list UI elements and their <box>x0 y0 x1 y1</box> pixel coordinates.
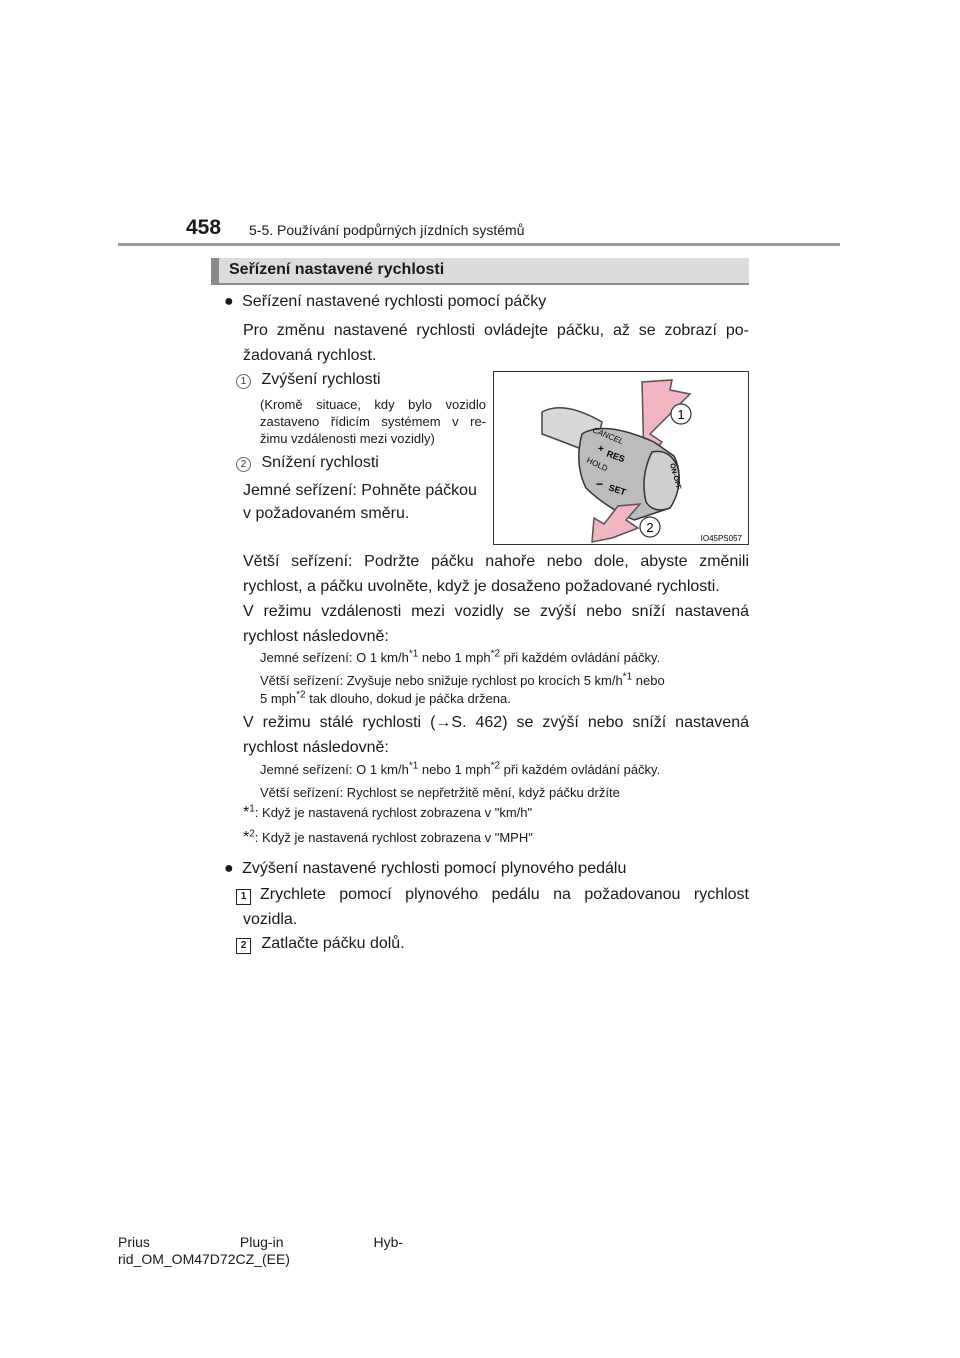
distance-coarse-text-c: 5 mph <box>260 691 297 706</box>
step-number-1: 1 <box>236 374 251 389</box>
step-decrease <box>236 450 379 475</box>
sup-1: *1 <box>408 760 419 772</box>
distance-fine <box>260 649 660 666</box>
footer-line-1 <box>118 1234 403 1251</box>
footnote-2-num: 2 <box>249 828 255 840</box>
constant-fine <box>260 761 660 778</box>
constant-mode-line-1: V režimu stálé rychlosti (→S. 462) se zvýší nebo sníží nastavená <box>243 714 749 731</box>
bullet-title: Seřízení nastavené rychlosti pomocí páčky <box>242 293 547 310</box>
footnote-1-star: * <box>243 804 250 821</box>
note-line-2: zastaveno řídicím systémem v re- <box>260 414 486 429</box>
constant-coarse: Větší seřízení: Rychlost se nepřetržitě mění, když páčku držíte <box>260 785 620 800</box>
intro-line-1: Pro změnu nastavené rychlosti ovládejte páčku, až se zobrazí po- <box>243 322 749 339</box>
pedal-step-1-line-1: Zrychlete pomocí plynového pedálu na požadovanou rychlost <box>260 886 749 903</box>
label-res: RES <box>605 448 627 465</box>
footnote-1 <box>243 804 532 821</box>
step-number-box-2: 2 <box>236 938 251 954</box>
distance-coarse-line-2 <box>260 690 511 707</box>
pedal-step-2 <box>236 931 405 956</box>
figure-code: IO45PS057 <box>700 534 742 543</box>
distance-mode-line-1: V režimu vzdálenosti mezi vozidly se zvýší nebo sníží nastavená <box>243 603 749 620</box>
label-plus: + <box>598 444 604 455</box>
header-rule <box>118 243 840 246</box>
fine-adjust-line-2: v požadovaném směru. <box>243 505 410 522</box>
bullet-icon: ● <box>224 860 234 877</box>
footer-line-2: rid_OM_OM47D72CZ_(EE) <box>118 1251 290 1267</box>
bullet-title: Zvýšení nastavené rychlosti pomocí plynového pedálu <box>242 860 627 877</box>
coarse-adjust-line-2: rychlost, a páčku uvolněte, když je dosaženo požadované rychlosti. <box>243 578 720 595</box>
sup-2: *2 <box>296 689 306 701</box>
bullet-pedal-adjust <box>224 856 626 881</box>
constant-fine-text-a: Jemné seřízení: O 1 km/h <box>260 762 409 777</box>
footer-model: Prius <box>118 1234 150 1250</box>
intro-line-2: žadovaná rychlost. <box>243 347 377 364</box>
page-number: 458 <box>186 216 222 239</box>
sup-2: *2 <box>490 760 501 772</box>
note-line-3: žimu vzdálenosti mezi vozidly) <box>260 431 435 446</box>
callout-2: 2 <box>646 520 654 535</box>
footnote-2-text: : Když je nastavená rychlost zobrazena v "MPH" <box>254 830 533 845</box>
section-heading-text: Seřízení nastavené rychlosti <box>229 261 445 278</box>
lever-drawing <box>494 372 748 544</box>
step-number-2: 2 <box>236 457 251 472</box>
label-set: SET <box>607 482 628 498</box>
footnote-2-star: * <box>243 829 250 846</box>
footer <box>118 1234 403 1268</box>
step-decrease-label: Snížení rychlosti <box>261 454 379 471</box>
bullet-icon: ● <box>224 293 234 310</box>
footer-hyb: Hyb- <box>373 1234 404 1250</box>
constant-mode-line-2: rychlost následovně: <box>243 739 389 756</box>
sup-1: *1 <box>622 671 633 683</box>
distance-coarse-text-b: nebo <box>632 673 665 688</box>
distance-coarse-line-1 <box>260 672 665 689</box>
heading-rule <box>211 283 749 285</box>
constant-fine-text-c: při každém ovládání páčky. <box>500 762 661 777</box>
distance-mode-line-2: rychlost následovně: <box>243 628 389 645</box>
step-increase <box>236 367 381 392</box>
label-cancel: CANCEL <box>591 425 625 447</box>
label-minus: − <box>596 477 604 491</box>
label-hold: HOLD <box>585 455 610 474</box>
callout-1: 1 <box>677 407 685 422</box>
pedal-step-2-text: Zatlačte páčku dolů. <box>261 935 405 952</box>
constant-fine-text-b: nebo 1 mph <box>418 762 491 777</box>
bullet-lever-adjust <box>224 289 546 314</box>
distance-fine-text-a: Jemné seřízení: O 1 km/h <box>260 650 409 665</box>
sup-1: *1 <box>408 648 419 660</box>
footnote-2 <box>243 829 533 846</box>
footnote-1-text: : Když je nastavená rychlost zobrazena v "km/h" <box>254 805 533 820</box>
lever-illustration <box>493 371 749 545</box>
pedal-step-1-line-2: vozidla. <box>243 911 298 928</box>
step-increase-label: Zvýšení rychlosti <box>261 371 381 388</box>
footnote-1-num: 1 <box>249 803 255 815</box>
sup-2: *2 <box>490 648 501 660</box>
footer-plugin: Plug-in <box>239 1234 284 1250</box>
distance-fine-text-c: při každém ovládání páčky. <box>500 650 661 665</box>
down-arrow-icon <box>592 504 640 542</box>
step-number-box-1: 1 <box>236 889 251 905</box>
coarse-adjust-line-1: Větší seřízení: Podržte páčku nahoře nebo dole, abyste změnili <box>243 553 749 570</box>
fine-adjust-line-1: Jemné seřízení: Pohněte páčkou <box>243 482 477 499</box>
label-on-off: ON-OFF <box>668 462 682 491</box>
section-header: 5-5. Používání podpůrných jízdních systémů <box>249 222 525 238</box>
distance-fine-text-b: nebo 1 mph <box>418 650 491 665</box>
pedal-step-1 <box>236 882 251 907</box>
section-heading <box>211 258 749 284</box>
distance-coarse-text-a: Větší seřízení: Zvyšuje nebo snižuje rychlost po krocích 5 km/h <box>260 673 623 688</box>
note-line-1: (Kromě situace, kdy bylo vozidlo <box>260 397 486 412</box>
distance-coarse-text-d: tak dlouho, dokud je páčka držena. <box>305 691 511 706</box>
